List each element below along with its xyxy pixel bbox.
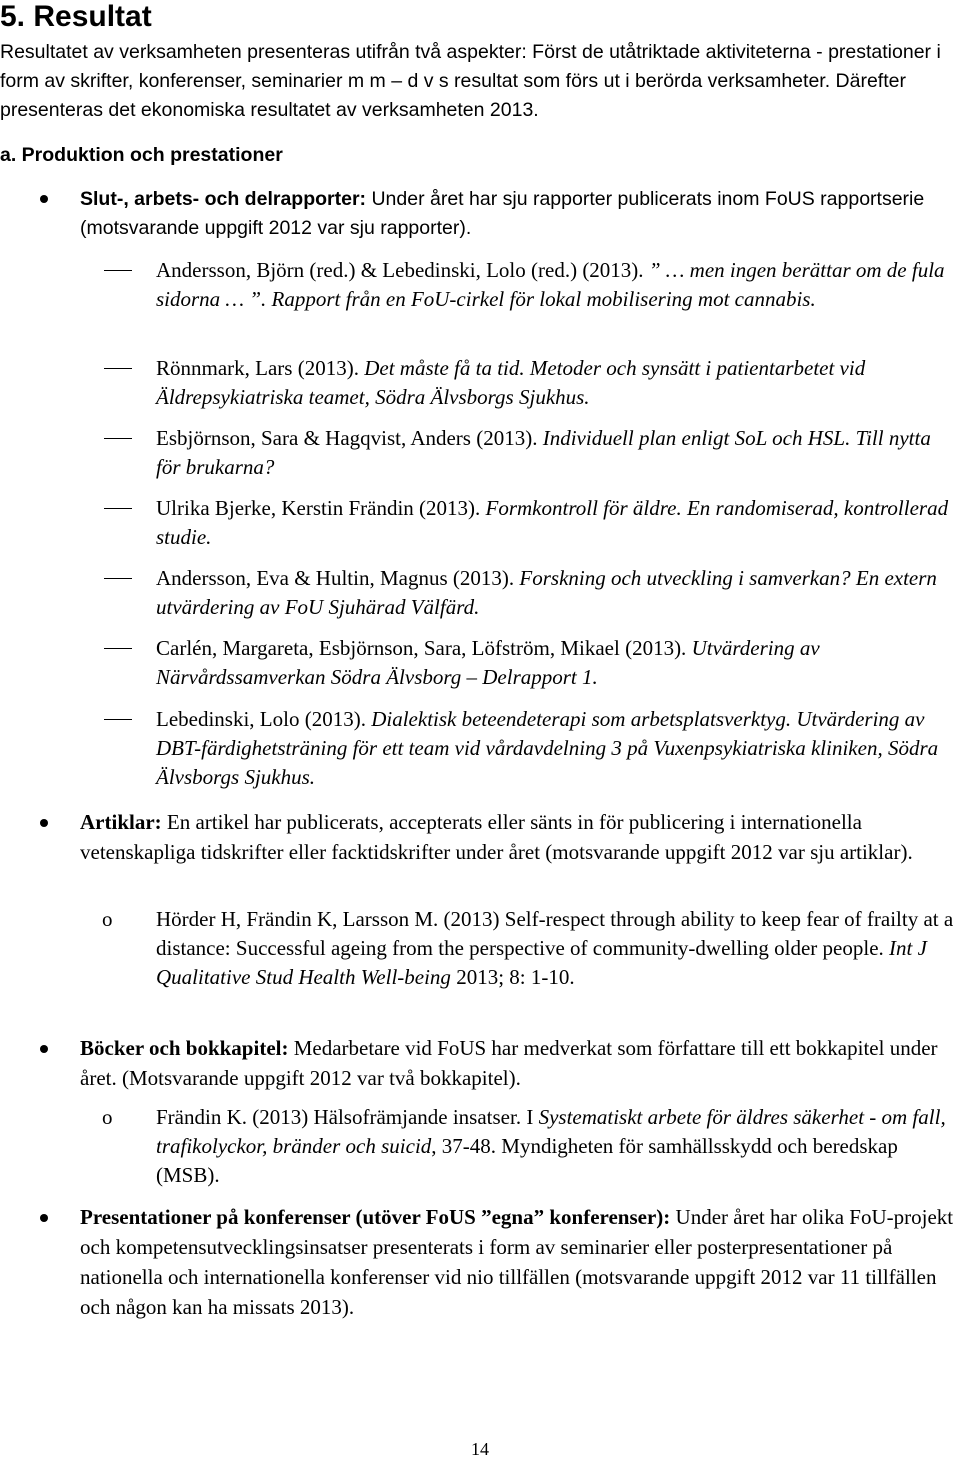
report-item: Andersson, Björn (red.) & Lebedinski, Lolo (red.) (2013). ” … men ingen berättar om de fula sidorna … ”. Rapport från en FoU-cirkel för lokal mobilisering mot cannabis. <box>156 258 945 311</box>
dash-icon <box>104 508 132 509</box>
bullet-icon <box>40 195 48 203</box>
report-item: Carlén, Margareta, Esbjörnson, Sara, Löfström, Mikael (2013). Utvärdering av Närvårdssamverkan Södra Älvsborg – Delrapport 1. <box>156 636 820 689</box>
articles-paragraph: Artiklar: En artikel har publicerats, accepterats eller sänts in för publicering i internationella vetenskapliga tidskrifter eller facktidskrifter under året (motsvarande uppgift 2012 var sju artiklar). <box>80 810 913 864</box>
dash-icon <box>104 270 132 271</box>
subsection-heading: a. Produktion och prestationer <box>0 144 283 166</box>
section-heading: 5. Resultat <box>0 0 152 33</box>
dash-icon <box>104 578 132 579</box>
circle-marker: o <box>102 907 113 931</box>
dash-icon <box>104 719 132 720</box>
reports-paragraph <box>80 185 958 243</box>
bullet-icon <box>40 1045 48 1053</box>
report-item: Andersson, Eva & Hultin, Magnus (2013). Forskning och utveckling i samverkan? En extern utvärdering av FoU Sjuhärad Välfärd. <box>156 566 937 619</box>
reports-label: Slut-, arbets- och delrapporter: <box>80 188 367 210</box>
report-item: Ulrika Bjerke, Kerstin Frändin (2013). Formkontroll för äldre. En randomiserad, kontrollerad studie. <box>156 496 949 549</box>
intro-paragraph: Resultatet av verksamheten presenteras utifrån två aspekter: Först de utåtriktade aktiviteterna - prestationer i form av skrifter, konferenser, seminarier m m – d v s resultat som förs ut i berörda verksamheter. Därefter presenteras det ekonomiska resultatet av verksamheten 2013. <box>0 41 941 121</box>
report-item: Esbjörnson, Sara & Hagqvist, Anders (2013). Individuell plan enligt SoL och HSL. Till nytta för brukarna? <box>156 426 931 479</box>
reports-text: Under året har sju rapporter publicerats inom FoUS rapportserie (motsvarande uppgift 2012 var sju rapporter). <box>80 188 925 239</box>
articles-label: Artiklar: <box>80 810 162 834</box>
report-item: Rönnmark, Lars (2013). Det måste få ta tid. Metoder och synsätt i patientarbetet vid Äldrepsykiatriska teamet, Södra Älvsborgs Sjukhus. <box>156 356 866 409</box>
bullet-icon <box>40 819 48 827</box>
books-paragraph: Böcker och bokkapitel: Medarbetare vid FoUS har medverkat som författare till ett bokkapitel under året. (Motsvarande uppgift 2012 var två bokkapitel). <box>80 1036 938 1090</box>
dash-icon <box>104 368 132 369</box>
dash-icon <box>104 648 132 649</box>
presentations-label: Presentationer på konferenser (utöver FoUS ”egna” konferenser): <box>80 1205 671 1229</box>
circle-marker: o <box>102 1105 113 1129</box>
article-item: Hörder H, Frändin K, Larsson M. (2013) Self-respect through ability to keep fear of frailty at a distance: Successful ageing from the perspective of community-dwelling older people. Int J Qualitative Stud Health Well-being 2013; 8: 1-10. <box>156 907 954 989</box>
report-item: Lebedinski, Lolo (2013). Dialektisk beteendeterapi som arbetsplatsverktyg. Utvärdering av DBT-färdighetsträning för ett team vid vårdavdelning 3 på Vuxenpsykiatriska kliniken, Södra Älvsborgs Sjukhus. <box>156 707 939 789</box>
dash-icon <box>104 438 132 439</box>
book-item: Frändin K. (2013) Hälsofrämjande insatser. I Systematiskt arbete för äldres säkerhet - om fall, trafikolyckor, bränder och suicid, 37-48. Myndigheten för samhällsskydd och beredskap (MSB). <box>156 1105 946 1187</box>
page-number: 14 <box>471 1439 489 1459</box>
presentations-paragraph: Presentationer på konferenser (utöver FoUS ”egna” konferenser): Under året har olika FoU-projekt och kompetensutvecklingsinsatser presenterats i form av seminarier eller posterpresentationer på nationella och internationella konferenser vid nio tillfällen (motsvarande uppgift 2012 var 11 tillfällen och någon kan ha missats 2013). <box>80 1205 954 1319</box>
books-label: Böcker och bokkapitel: <box>80 1036 289 1060</box>
bullet-icon <box>40 1214 48 1222</box>
